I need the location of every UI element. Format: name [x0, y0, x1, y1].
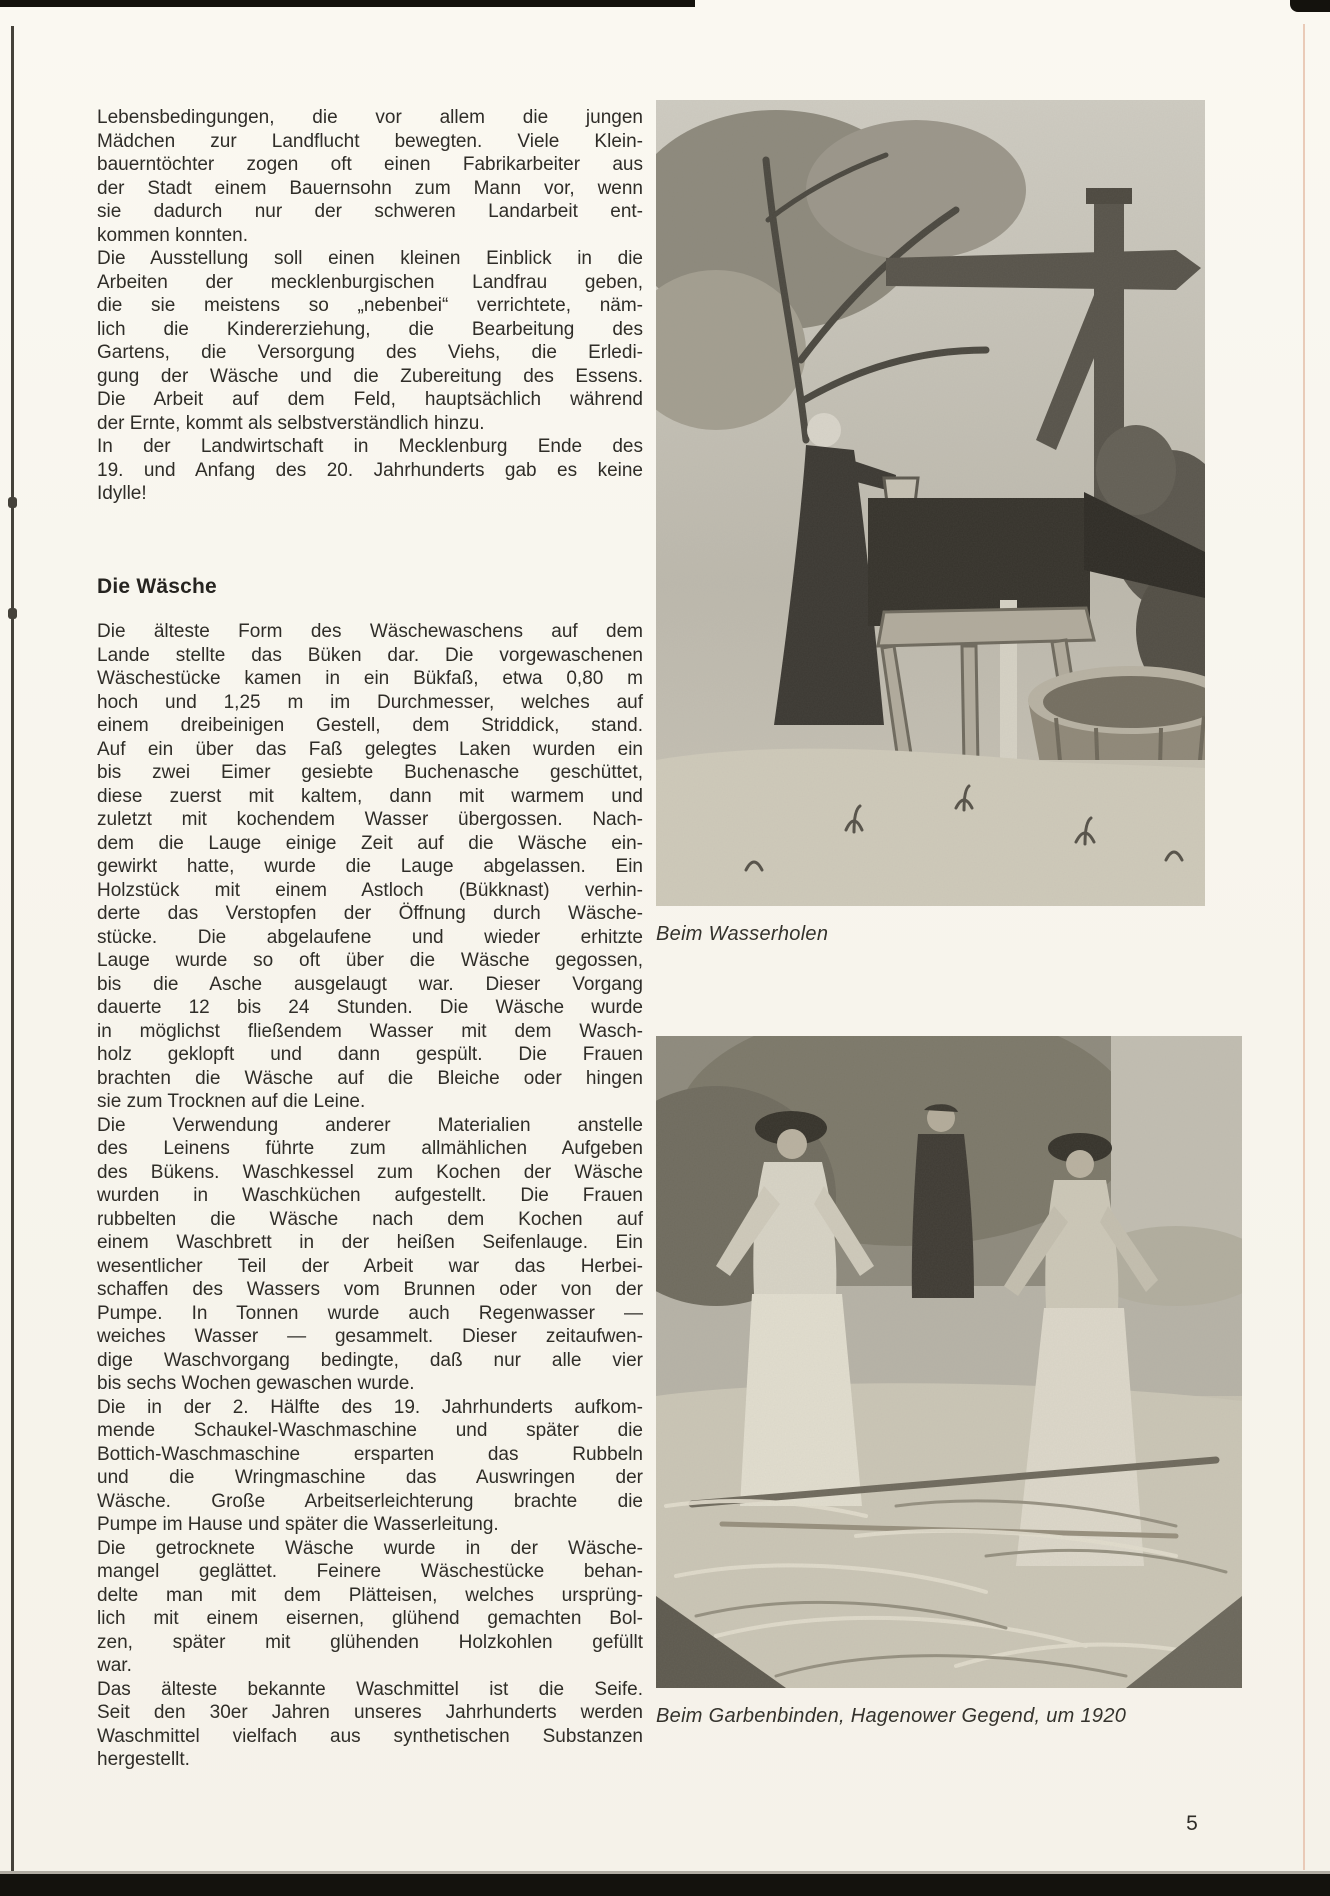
text-line: Gartens, die Versorgung des Viehs, die Erledi-: [97, 342, 643, 363]
text-line: Wäschestücke kamen in ein Bükfaß, etwa 0,80 m: [97, 668, 643, 689]
scan-edge-top-right: [1290, 0, 1330, 12]
text-line: gung der Wäsche und die Zubereitung des Essens.: [97, 365, 643, 387]
text-line: lich die Kindererziehung, die Bearbeitung des: [97, 318, 643, 340]
text-line: dauerte 12 bis 24 Stunden. Die Wäsche wurde: [97, 997, 643, 1018]
text-line: Die älteste Form des Wäschewaschens auf dem: [97, 621, 643, 642]
binding-mark: [8, 608, 17, 619]
page-number: 5: [1186, 1812, 1198, 1835]
text-line: Wäsche. Große Arbeitserleichterung brachte die: [97, 1490, 643, 1512]
text-line: Die getrocknete Wäsche wurde in der Wäsche-: [97, 1537, 643, 1559]
text-line: Lauge wurde so oft über die Wäsche gegossen,: [97, 950, 643, 971]
paragraph-block-2: [97, 620, 643, 1772]
scan-edge-left: [11, 26, 14, 1871]
text-line: Idylle!: [97, 483, 147, 504]
text-line: Mädchen zur Landflucht bewegten. Viele Klein-: [97, 130, 643, 152]
text-line: hergestellt.: [97, 1749, 190, 1770]
text-line: lich mit einem eisernen, glühend gemachten Bol-: [97, 1608, 643, 1629]
text-line: Bottich-Waschmaschine ersparten das Rubbeln: [97, 1443, 643, 1465]
figure-caption-field: Beim Garbenbinden, Hagenower Gegend, um 1920: [656, 1705, 1127, 1727]
text-line: zuletzt mit kochendem Wasser übergossen. Nach-: [97, 809, 643, 830]
text-line: schaffen des Wassers vom Brunnen oder von der: [97, 1279, 643, 1300]
text-line: mende Schaukel-Waschmaschine und später die: [97, 1420, 643, 1441]
text-line: holz geklopft und dann gespült. Die Frauen: [97, 1044, 643, 1065]
text-line: Die Arbeit auf dem Feld, hauptsächlich während: [97, 389, 643, 410]
section-heading: Die Wäsche: [97, 575, 217, 598]
text-line: rubbelten die Wäsche nach dem Kochen auf: [97, 1208, 643, 1230]
text-line: bis sechs Wochen gewaschen wurde.: [97, 1373, 415, 1394]
scan-edge-bottom: [0, 1874, 1330, 1896]
text-line: war.: [97, 1655, 132, 1676]
text-line: dem die Lauge einige Zeit auf die Wäsche ein-: [97, 832, 643, 854]
binding-mark: [8, 497, 17, 508]
text-line: hoch und 1,25 m im Durchmesser, welches auf: [97, 691, 643, 713]
text-line: Lande stellte das Büken dar. Die vorgewaschenen: [97, 644, 643, 666]
text-line: gewirkt hatte, wurde die Lauge abgelassen. Ein: [97, 856, 643, 877]
text-line: sie zum Trocknen auf die Leine.: [97, 1091, 366, 1112]
text-line: derte das Verstopfen der Öffnung durch Wäsche-: [97, 903, 643, 924]
text-line: der Ernte, kommt als selbstverständlich hinzu.: [97, 412, 485, 434]
text-line: kommen konnten.: [97, 224, 249, 246]
text-line: stücke. Die abgelaufene und wieder erhitzte: [97, 926, 643, 948]
text-line: einem dreibeinigen Gestell, dem Striddick, stand.: [97, 715, 643, 736]
article-text: [97, 106, 643, 506]
text-line: des Leinens führte zum allmählichen Aufgeben: [97, 1138, 643, 1159]
paragraph-block-1: [97, 106, 643, 506]
photo-field: [656, 1036, 1242, 1688]
text-line: Die in der 2. Hälfte des 19. Jahrhunderts aufkom-: [97, 1396, 643, 1418]
text-line: Pumpe. In Tonnen wurde auch Regenwasser —: [97, 1302, 643, 1324]
text-line: delte man mit dem Plätteisen, welches ursprüng-: [97, 1584, 643, 1606]
text-line: bauerntöchter zogen oft einen Fabrikarbeiter aus: [97, 154, 643, 175]
figure-caption-well: Beim Wasserholen: [656, 923, 829, 945]
text-line: Pumpe im Hause und später die Wasserleitung.: [97, 1514, 499, 1535]
text-line: weiches Wasser — gesammelt. Dieser zeitaufwen-: [97, 1326, 643, 1347]
text-line: Lebensbedingungen, die vor allem die jungen: [97, 107, 643, 128]
text-line: In der Landwirtschaft in Mecklenburg Ende des: [97, 436, 643, 457]
text-line: bis die Asche ausgelaugt war. Dieser Vorgang: [97, 973, 643, 995]
text-line: der Stadt einem Bauernsohn zum Mann vor, wenn: [97, 177, 643, 199]
text-line: wurden in Waschküchen aufgestellt. Die Frauen: [97, 1185, 643, 1206]
text-line: Die Ausstellung soll einen kleinen Einblick in die: [97, 248, 643, 269]
text-line: Seit den 30er Jahren unseres Jahrhunderts werden: [97, 1702, 643, 1723]
photo-well: [656, 100, 1205, 906]
figure-well: [656, 100, 1205, 946]
text-line: brachten die Wäsche auf die Bleiche oder hingen: [97, 1067, 643, 1089]
text-line: mangel geglättet. Feinere Wäschestücke behan-: [97, 1561, 643, 1582]
text-line: Das älteste bekannte Waschmittel ist die Seife.: [97, 1678, 643, 1700]
text-line: sie dadurch nur der schweren Landarbeit ent-: [97, 201, 643, 222]
text-line: Holzstück mit einem Astloch (Bükknast) verhin-: [97, 879, 643, 901]
scan-edge-top: [0, 0, 695, 7]
text-line: die sie meistens so „nebenbei“ verrichtete, näm-: [97, 295, 643, 316]
figure-field: [656, 1036, 1242, 1728]
text-line: einem Waschbrett in der heißen Seifenlauge. Ein: [97, 1232, 643, 1253]
text-line: Auf ein über das Faß gelegtes Laken wurden ein: [97, 738, 643, 760]
page-edge-right: [1303, 24, 1305, 1870]
text-line: 19. und Anfang des 20. Jahrhunderts gab es keine: [97, 459, 643, 481]
text-line: Waschmittel vielfach aus synthetischen Substanzen: [97, 1725, 643, 1747]
text-line: und die Wringmaschine das Auswringen der: [97, 1467, 643, 1488]
text-line: wesentlicher Teil der Arbeit war das Herbei-: [97, 1255, 643, 1277]
text-line: Die Verwendung anderer Materialien anstelle: [97, 1114, 643, 1136]
text-line: des Bükens. Waschkessel zum Kochen der Wäsche: [97, 1161, 643, 1183]
text-line: Arbeiten der mecklenburgischen Landfrau geben,: [97, 271, 643, 293]
text-line: bis zwei Eimer gesiebte Buchenasche geschüttet,: [97, 762, 643, 783]
text-line: in möglichst fließendem Wasser mit dem Wasch-: [97, 1020, 643, 1042]
text-line: dige Waschvorgang bedingte, daß nur alle vier: [97, 1349, 643, 1371]
text-line: diese zuerst mit kaltem, dann mit warmem und: [97, 785, 643, 807]
text-line: zen, später mit glühenden Holzkohlen gefüllt: [97, 1631, 643, 1653]
